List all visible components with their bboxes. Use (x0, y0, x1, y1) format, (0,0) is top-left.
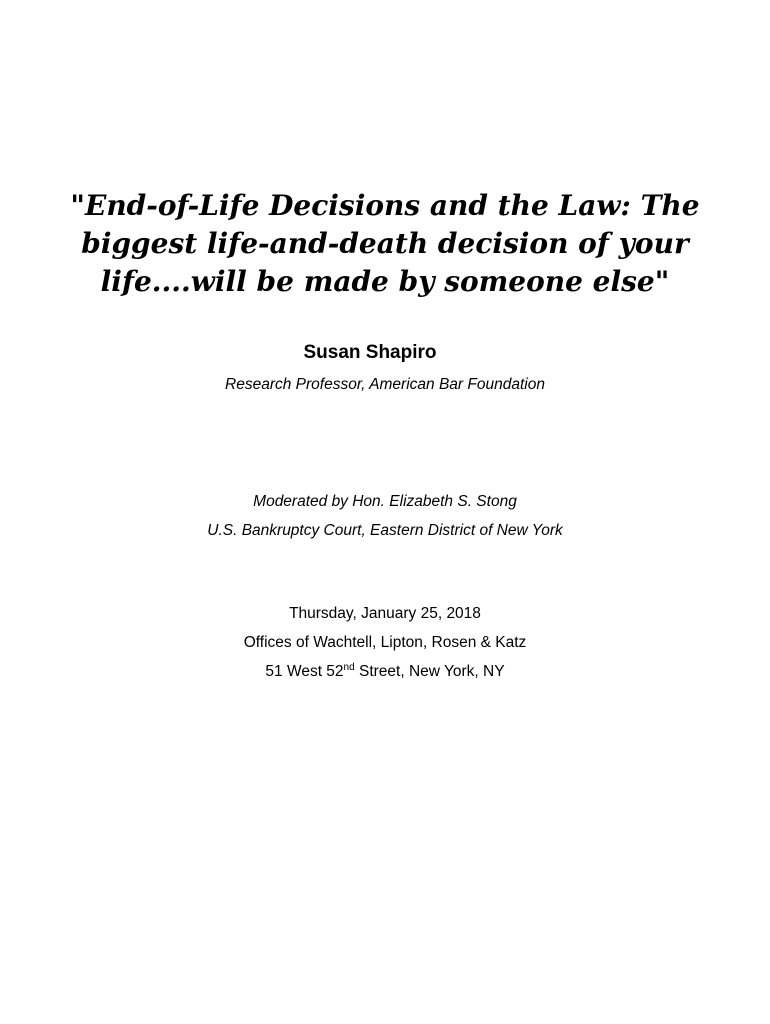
event-venue: Offices of Wachtell, Lipton, Rosen & Katz (243, 634, 527, 651)
moderator-name: Moderated by Hon. Elizabeth S. Stong (253, 493, 517, 510)
moderator-court: U.S. Bankruptcy Court, Eastern District of New York (207, 522, 563, 539)
event-details (40, 599, 730, 686)
address-superscript: nd (343, 661, 355, 673)
address-suffix: Street, New York, NY (354, 663, 505, 680)
speaker-affiliation: Research Professor, American Bar Foundation (225, 376, 545, 393)
moderator-block (40, 487, 730, 545)
title-line-2: biggest life-and-death decision of your (81, 227, 689, 260)
document-title (40, 187, 730, 301)
event-address (40, 657, 730, 686)
title-line-3: life....will be made by someone else" (100, 265, 670, 298)
title-line-1: "End-of-Life Decisions and the Law: The (70, 189, 700, 222)
address-prefix: 51 West 52 (265, 663, 344, 680)
event-date: Thursday, January 25, 2018 (289, 605, 481, 622)
speaker-name: Susan Shapiro (303, 342, 437, 363)
